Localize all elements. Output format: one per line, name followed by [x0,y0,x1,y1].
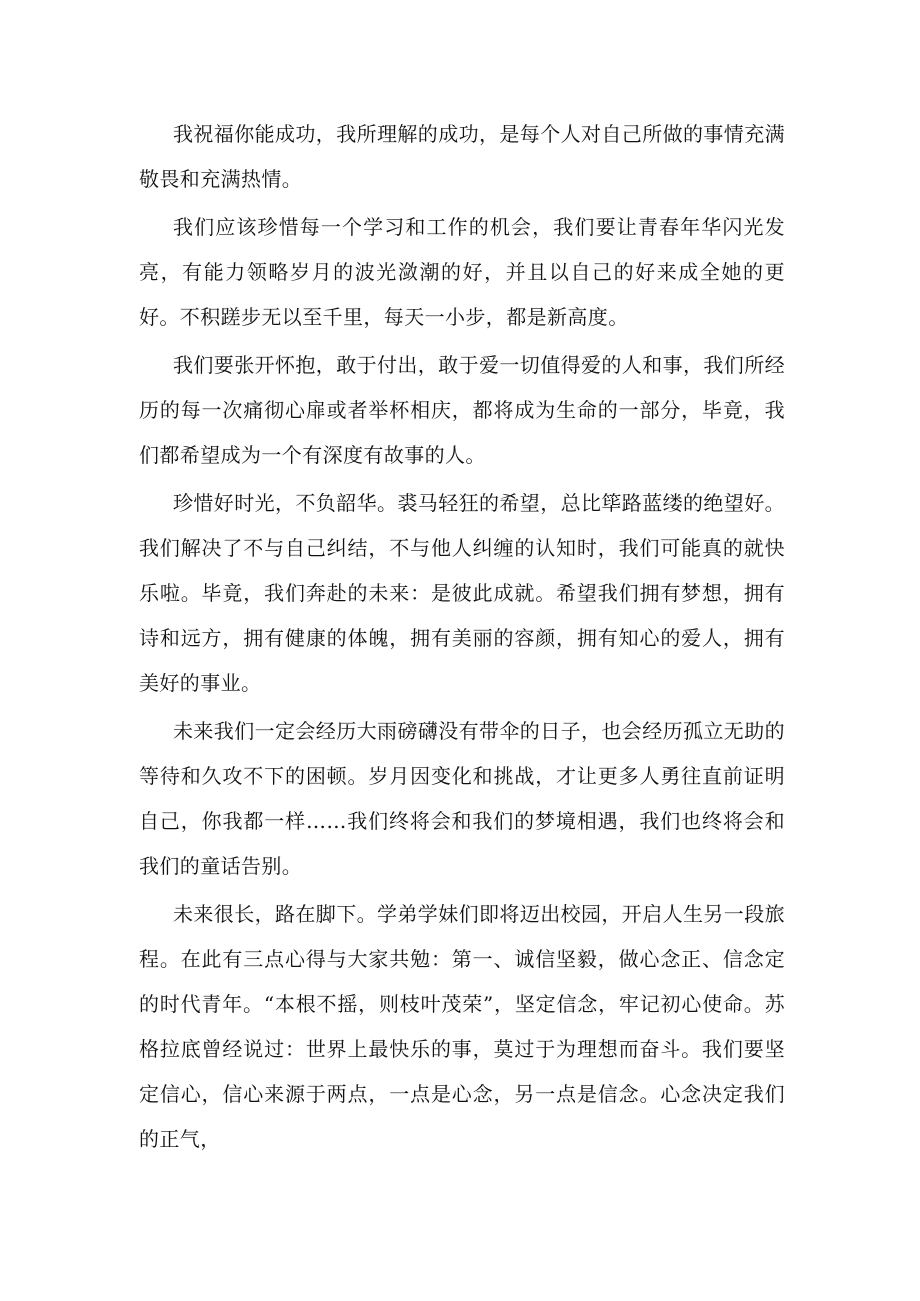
paragraph-2: 我们应该珍惜每一个学习和工作的机会，我们要让青春年华闪光发亮，有能力领略岁月的波光潋潮的好，并且以自己的好来成全她的更好。不积蹉步无以至千里，每天一小步，都是新高度。 [139,215,785,329]
paragraph-5: 未来我们一定会经历大雨磅礴没有带伞的日子，也会经历孤立无助的等待和久攻不下的困顿。岁月因变化和挑战，才让更多人勇往直前证明自己，你我都一样……我们终将会和我们的梦境相遇，我们也终将会和我们的童话告别。 [139,719,785,878]
paragraph-6: 未来很长，路在脚下。学弟学妹们即将迈出校园，开启人生另一段旅程。在此有三点心得与大家共勉：第一、诚信坚毅，做心念正、信念定的时代青年。“本根不摇，则枝叶茂荣”，坚定信念，牢记初心使命。苏格拉底曾经说过：世界上最快乐的事，莫过于为理想而奋斗。我们要坚定信心，信心来源于两点，一点是心念，另一点是信念。心念决定我们的正气， [139,902,785,1151]
paragraph-3: 我们要张开怀抱，敢于付出，敢于爱一切值得爱的人和事，我们所经历的每一次痛彻心扉或者举杯相庆，都将成为生命的一部分，毕竟，我们都希望成为一个有深度有故事的人。 [139,353,785,467]
document-body [139,112,785,1165]
paragraph-1: 我祝福你能成功，我所理解的成功，是每个人对自己所做的事情充满敬畏和充满热情。 [139,122,785,191]
paragraph-4: 珍惜好时光，不负韶华。裘马轻狂的希望，总比筚路蓝缕的绝望好。我们解决了不与自己纠结，不与他人纠缠的认知时，我们可能真的就快乐啦。毕竟，我们奔赴的未来：是彼此成就。希望我们拥有梦想，拥有诗和远方，拥有健康的体魄，拥有美丽的容颜，拥有知心的爱人，拥有美好的事业。 [139,491,785,695]
